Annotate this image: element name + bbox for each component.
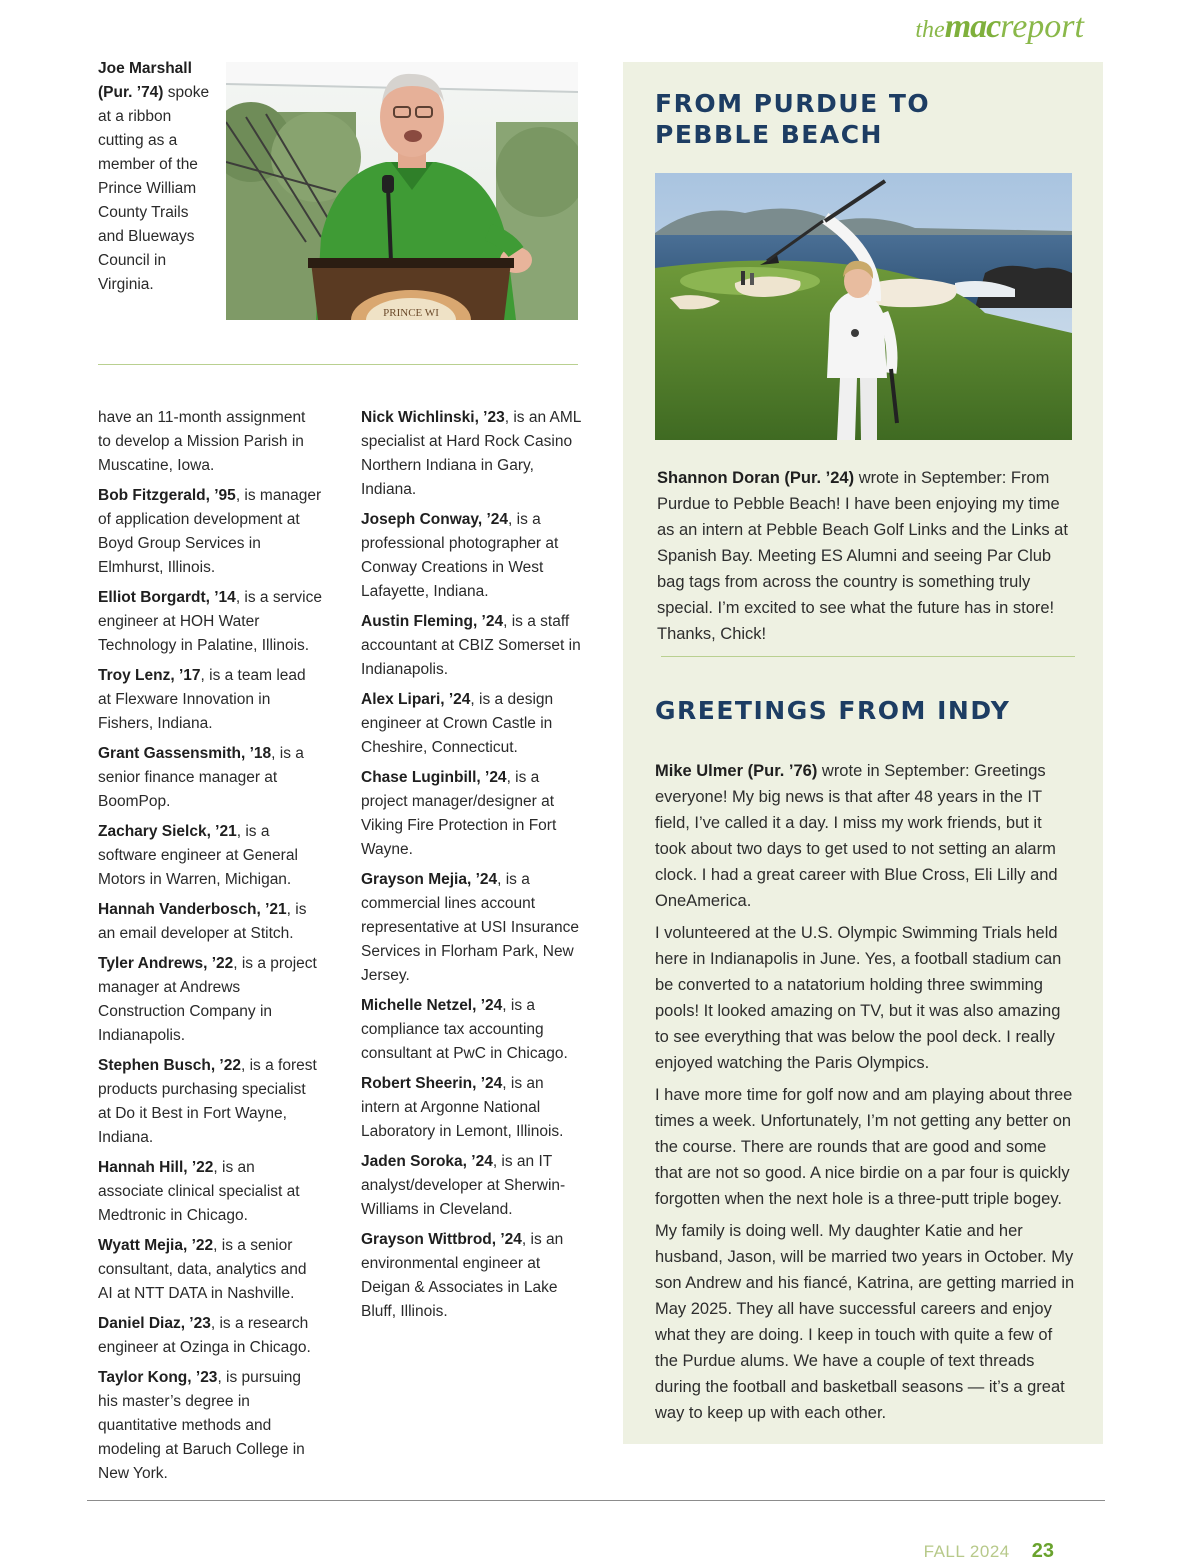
class-note-name: Taylor Kong, ’23	[98, 1369, 218, 1386]
class-note-entry	[361, 508, 585, 604]
class-note-entry	[98, 1312, 322, 1360]
purdue-pebble-headline	[655, 88, 1055, 150]
class-note-entry	[361, 688, 585, 760]
class-note-entry	[361, 1228, 585, 1324]
class-note-name: Elliot Borgardt, ’14	[98, 589, 236, 606]
masthead-the: the	[915, 17, 945, 43]
mike-paragraph-1: wrote in September: Greetings everyone! My big news is that after 48 years in the IT field, I’ve called it a day. I miss my work friends, but it took about two days to get used to not setting an alarm clock. I had a great career with Blue Cross, Eli Lilly and OneAmerica.	[655, 762, 1058, 910]
class-note-text: , is a forest products purchasing specialist at Do it Best in Fort Wayne, Indiana.	[98, 1057, 317, 1146]
class-notes-column-2	[361, 406, 585, 1330]
class-note-entry	[98, 664, 322, 736]
class-note-text: , is a service engineer at HOH Water Technology in Palatine, Illinois.	[98, 589, 322, 654]
shannon-doran-story	[657, 465, 1077, 653]
masthead-logo	[915, 8, 1084, 46]
mike-name: Mike Ulmer (Pur. ’76)	[655, 762, 818, 780]
class-note-text: , is an intern at Argonne National Laboratory in Lemont, Illinois.	[361, 1075, 564, 1140]
class-note-name: Troy Lenz, ’17	[98, 667, 201, 684]
class-note-name: Alex Lipari, ’24	[361, 691, 471, 708]
class-note-entry	[361, 1150, 585, 1222]
class-note-text: , is a design engineer at Crown Castle in Cheshire, Connecticut.	[361, 691, 554, 756]
joe-marshall-photo	[226, 62, 578, 320]
class-note-entry	[98, 1234, 322, 1306]
class-note-name: Hannah Hill, ’22	[98, 1159, 214, 1176]
class-note-name: Jaden Soroka, ’24	[361, 1153, 493, 1170]
class-note-name: Nick Wichlinski, ’23	[361, 409, 505, 426]
class-note-entry	[361, 610, 585, 682]
class-note-name: Hannah Vanderbosch, ’21	[98, 901, 287, 918]
class-note-text: , is a project manager/designer at Viking Fire Protection in Fort Wayne.	[361, 769, 557, 858]
podium-seal-text: PRINCE WI	[383, 307, 439, 319]
divider-right	[661, 656, 1075, 657]
masthead-report: report	[1000, 8, 1084, 45]
class-note-text: , is manager of application development at Boyd Group Services in Elmhurst, Illinois.	[98, 487, 322, 576]
class-note-name: Chase Luginbill, ’24	[361, 769, 507, 786]
class-note-name: Grant Gassensmith, ’18	[98, 745, 272, 762]
class-note-entry	[98, 586, 322, 658]
mike-paragraph-4: My family is doing well. My daughter Katie and her husband, Jason, will be married two years in October. My son Andrew and his fiancé, Katrina, are getting married in May 2025. They all have successful careers and enjoy what they are doing. I keep in touch with quite a few of the Purdue alums. We have a couple of text threads during the football and basketball seasons — it’s a great way to keep up with each other.	[655, 1222, 1075, 1422]
class-note-entry	[98, 1366, 322, 1486]
shannon-name: Shannon Doran (Pur. ’24)	[657, 469, 855, 487]
class-note-text: , is a senior finance manager at BoomPop.	[98, 745, 304, 810]
class-note-name: Daniel Diaz, ’23	[98, 1315, 211, 1332]
class-note-name: Bob Fitzgerald, ’95	[98, 487, 236, 504]
divider-left	[98, 364, 578, 365]
class-note-entry	[98, 484, 322, 580]
class-note-entry	[98, 406, 322, 478]
class-note-entry	[98, 1156, 322, 1228]
class-note-name: Tyler Andrews, ’22	[98, 955, 234, 972]
greetings-indy-headline: GREETINGS FROM INDY	[655, 696, 1011, 725]
class-note-text: , is an associate clinical specialist at Medtronic in Chicago.	[98, 1159, 300, 1224]
class-note-text: , is a senior consultant, data, analytics and AI at NTT DATA in Nashville.	[98, 1237, 307, 1302]
class-note-text: , is an IT analyst/developer at Sherwin-Williams in Cleveland.	[361, 1153, 566, 1218]
class-note-text: , is a team lead at Flexware Innovation in Fishers, Indiana.	[98, 667, 306, 732]
joe-marshall-caption	[98, 57, 216, 297]
class-note-entry	[98, 742, 322, 814]
class-note-name: Grayson Wittbrod, ’24	[361, 1231, 522, 1248]
class-note-name: Austin Fleming, ’24	[361, 613, 504, 630]
class-note-name: Zachary Sielck, ’21	[98, 823, 237, 840]
purdue-headline-line1: FROM PURDUE TO	[655, 89, 931, 118]
class-note-entry	[98, 898, 322, 946]
class-note-name: Stephen Busch, ’22	[98, 1057, 241, 1074]
purdue-headline-line2: PEBBLE BEACH	[655, 120, 883, 149]
mike-ulmer-story	[655, 758, 1075, 1432]
class-note-text: , is a project manager at Andrews Construction Company in Indianapolis.	[98, 955, 317, 1044]
class-note-name: Michelle Netzel, ’24	[361, 997, 503, 1014]
class-note-entry	[98, 952, 322, 1048]
class-note-entry	[98, 1054, 322, 1150]
class-note-entry	[98, 820, 322, 892]
class-note-text: , is an email developer at Stitch.	[98, 901, 307, 942]
shannon-text: wrote in September: From Purdue to Pebble Beach! I have been enjoying my time as an intern at Pebble Beach Golf Links and the Links at Spanish Bay. Meeting ES Alumni and seeing Par Club bag tags from across the country is something truly special. I’m excited to see what the future has in store! Thanks, Chick!	[657, 469, 1068, 643]
class-note-entry	[361, 406, 585, 502]
joe-text: spoke at a ribbon cutting as a member of the Prince William County Trails and Blueways Council in Virginia.	[98, 84, 210, 293]
joe-name: Joe Marshall	[98, 60, 192, 77]
class-note-text: , is an AML specialist at Hard Rock Casino Northern Indiana in Gary, Indiana.	[361, 409, 581, 498]
class-note-name: Robert Sheerin, ’24	[361, 1075, 503, 1092]
footer-rule	[87, 1500, 1105, 1501]
class-note-text: , is a compliance tax accounting consultant at PwC in Chicago.	[361, 997, 568, 1062]
issue-label: FALL 2024	[923, 1542, 1010, 1561]
class-note-text: , is an environmental engineer at Deigan & Associates in Lake Bluff, Illinois.	[361, 1231, 564, 1320]
class-note-entry	[361, 994, 585, 1066]
page-number: 23	[1031, 1540, 1054, 1562]
joe-tag: (Pur. ’74)	[98, 84, 164, 101]
mike-paragraph-2: I volunteered at the U.S. Olympic Swimming Trials held here in Indianapolis in June. Yes, a football stadium can be converted to a natatorium holding three swimming pools! It looked amazing on TV, but it was also amazing to see everything that was below the pool deck. I really enjoyed watching the Paris Olympics.	[655, 924, 1062, 1072]
class-note-name: Wyatt Mejia, ’22	[98, 1237, 214, 1254]
class-note-entry	[361, 766, 585, 862]
class-note-entry	[361, 1072, 585, 1144]
class-note-text: , is a professional photographer at Conway Creations in West Lafayette, Indiana.	[361, 511, 559, 600]
page-footer	[924, 1540, 1054, 1563]
pebble-beach-photo	[655, 173, 1072, 440]
masthead-mac: mac	[944, 8, 1001, 45]
class-note-name: Joseph Conway, ’24	[361, 511, 509, 528]
class-note-text: , is pursuing his master’s degree in quantitative methods and modeling at Baruch College in New York.	[98, 1369, 305, 1482]
class-note-entry	[361, 868, 585, 988]
class-note-text: , is a software engineer at General Motors in Warren, Michigan.	[98, 823, 298, 888]
class-note-text: have an 11-month assignment to develop a Mission Parish in Muscatine, Iowa.	[98, 409, 306, 474]
class-note-text: , is a commercial lines account representative at USI Insurance Services in Florham Park, New Jersey.	[361, 871, 579, 984]
class-notes-column-1	[98, 406, 322, 1492]
class-note-text: , is a research engineer at Ozinga in Chicago.	[98, 1315, 311, 1356]
class-note-name: Grayson Mejia, ’24	[361, 871, 498, 888]
mike-paragraph-3: I have more time for golf now and am playing about three times a week. Unfortunately, I’m not getting any better on the course. There are rounds that are good and some that are not so good. A nice birdie on a par four is quickly forgotten when the next hole is a three-putt triple bogey.	[655, 1086, 1073, 1208]
class-note-text: , is a staff accountant at CBIZ Somerset in Indianapolis.	[361, 613, 581, 678]
